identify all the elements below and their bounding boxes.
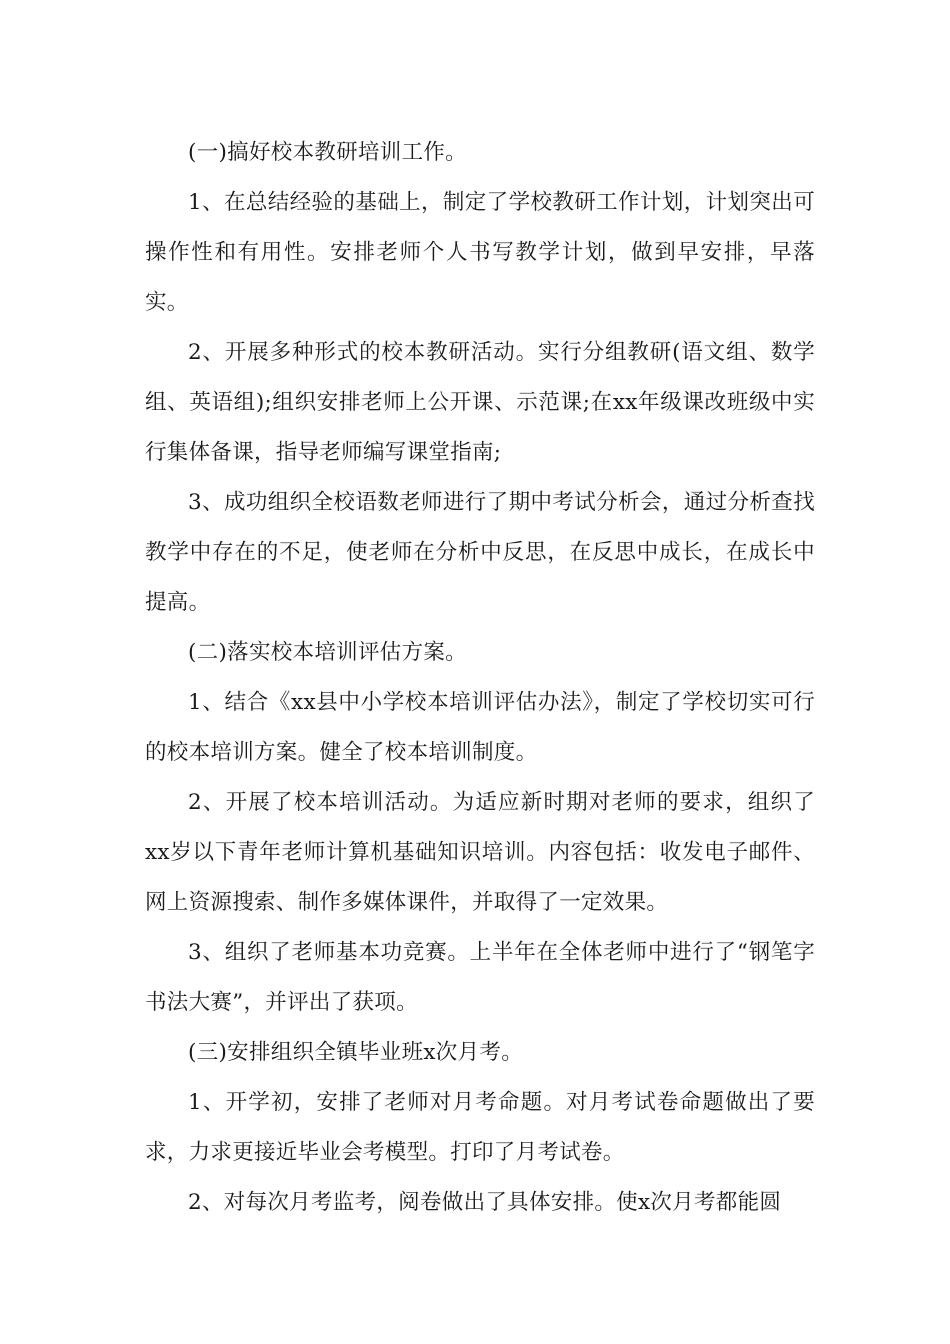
paragraph: 2、开展多种形式的校本教研活动。实行分组教研(语文组、数学组、英语组);组织安排老师上公开课、示范课;在xx年级课改班级中实行集体备课，指导老师编写课堂指南; — [145, 340, 815, 465]
paragraph: 2、开展了校本培训活动。为适应新时期对老师的要求，组织了xx岁以下青年老师计算机基础知识培训。内容包括：收发电子邮件、网上资源搜索、制作多媒体课件，并取得了一定效果。 — [145, 790, 815, 915]
paragraph: 2、对每次月考监考，阅卷做出了具体安排。使x次月考都能圆 — [188, 1190, 782, 1215]
section-heading-1: (一)搞好校本教研培训工作。 — [188, 140, 467, 165]
section-heading-3: (三)安排组织全镇毕业班x次月考。 — [188, 1040, 524, 1065]
paragraph: 3、成功组织全校语数老师进行了期中考试分析会，通过分析查找教学中存在的不足，使老师在分析中反思，在反思中成长，在成长中提高。 — [145, 490, 815, 615]
paragraph: 1、开学初，安排了老师对月考命题。对月考试卷命题做出了要求，力求更接近毕业会考模型。打印了月考试卷。 — [145, 1090, 815, 1165]
paragraph: 1、在总结经验的基础上，制定了学校教研工作计划，计划突出可操作性和有用性。安排老师个人书写教学计划，做到早安排，早落实。 — [145, 190, 815, 315]
paragraph: 1、结合《xx县中小学校本培训评估办法》，制定了学校切实可行的校本培训方案。健全了校本培训制度。 — [145, 690, 815, 765]
document-body — [145, 128, 815, 1228]
section-heading-2: (二)落实校本培训评估方案。 — [188, 640, 467, 665]
paragraph: 3、组织了老师基本功竞赛。上半年在全体老师中进行了“钢笔字书法大赛”，并评出了获项。 — [145, 940, 815, 1015]
